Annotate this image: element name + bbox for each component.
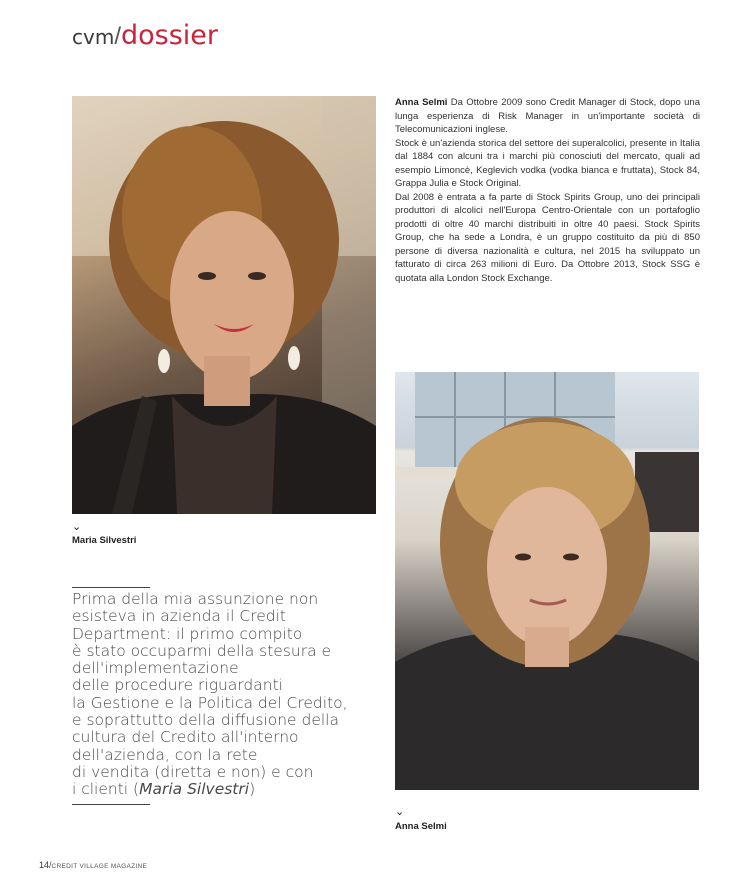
magazine-name: CREDIT VILLAGE MAGAZINE (51, 863, 148, 870)
portrait-illustration-2 (395, 372, 699, 790)
quote-last-line (72, 781, 372, 798)
quote-line: dell'implementazione (72, 659, 239, 678)
bio-paragraph-2: Stock è un'azienda storica del settore dei superalcolici, presente in Italia dal 1884 con alcuni tra i marchi più conosciuti del mercato, quali ad esempio Limoncè, Keglevich vodka (vodka bianca e fruttata), Stock 84, Grappa Julia e Stock Original. (395, 137, 700, 189)
quote-author: Maria Silvestri (139, 780, 250, 799)
quote-line: di vendita (diretta e non) e con (72, 762, 314, 781)
brand-label: cvm (72, 25, 115, 49)
portrait-illustration-1 (72, 96, 376, 514)
pull-quote (72, 591, 372, 799)
bio-paragraph-3: Dal 2008 è entrata a fa parte di Stock Spirits Group, uno dei principali produttori di alcolici nell'Europa Centro-Orientale con un portafoglio prodotti di oltre 40 marchi distribuiti in oltre 40 paesi. Stock Spirits Group, che ha sede a Londra, è un gruppo costituito da più di 850 persone di diversa nazionalità e cultura, nel 2015 ha sviluppato un fatturato di circa 263 milioni di Euro. Da Ottobre 2013, Stock SSG è quotata alla London Stock Exchange. (395, 191, 700, 284)
quote-line: dell'azienda, con la rete (72, 745, 258, 764)
bio-name: Anna Selmi (395, 97, 448, 108)
quote-last-line-prefix: i clienti ( (72, 780, 140, 799)
page-header (72, 22, 218, 49)
quote-line: esisteva in azienda il Credit (72, 607, 286, 626)
portrait-photo-maria-silvestri (72, 96, 376, 514)
bio-article-text (395, 96, 700, 285)
quote-line: è stato occuparmi della stesura e (72, 641, 332, 660)
photo-caption-maria-silvestri: Maria Silvestri (72, 535, 137, 546)
quote-line: cultura del Credito all'interno (72, 728, 299, 747)
quote-line: Department: il primo compito (72, 624, 303, 643)
quote-bottom-rule (72, 804, 150, 805)
header-slash: / (114, 23, 121, 50)
bio-paragraph-1-text: Da Ottobre 2009 sono Credit Manager di Stock, dopo una lunga esperienza di Risk Manager in un'importante società di Telecomunicazioni inglese. (395, 97, 700, 135)
quote-line: e soprattutto della diffusione della (72, 711, 339, 730)
quote-last-line-suffix: ) (249, 780, 256, 799)
section-title: dossier (121, 20, 219, 51)
page-footer (39, 860, 147, 870)
quote-top-rule (72, 587, 150, 588)
quote-line: la Gestione e la Politica del Credito, (72, 693, 348, 712)
portrait-photo-anna-selmi (395, 372, 699, 790)
bio-paragraph-1 (395, 96, 700, 137)
caption-arrow-icon: ⌄ (72, 520, 82, 533)
photo-caption-anna-selmi: Anna Selmi (395, 821, 447, 832)
footer-slash: / (49, 860, 52, 870)
page-number: 14 (39, 860, 50, 870)
caption-arrow-icon: ⌄ (395, 805, 405, 818)
quote-line: Prima della mia assunzione non (72, 590, 319, 608)
quote-line: delle procedure riguardanti (72, 676, 283, 695)
